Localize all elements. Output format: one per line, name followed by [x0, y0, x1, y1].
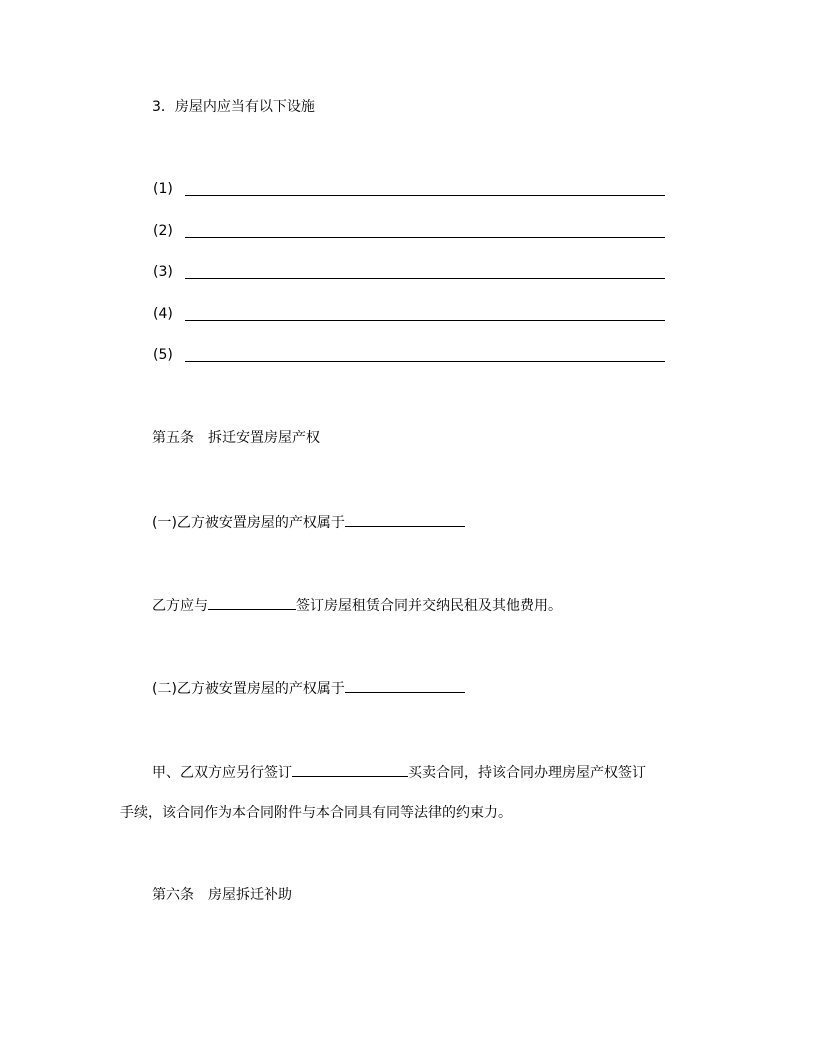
item-number: (2) — [153, 223, 173, 239]
fill-in-line[interactable] — [185, 361, 665, 362]
clause-text: 甲、乙双方应另行签订 — [152, 765, 292, 781]
fill-in-blank[interactable] — [345, 512, 465, 527]
clause-text: 乙方应与 — [152, 598, 208, 614]
article-heading — [152, 428, 320, 448]
article-number: 第六条 — [152, 887, 194, 903]
list-item — [153, 179, 185, 199]
item-number: (4) — [153, 306, 173, 322]
fill-in-line[interactable] — [185, 195, 665, 196]
item-number: (1) — [153, 181, 173, 197]
clause-paragraph — [152, 678, 465, 698]
list-item — [153, 221, 185, 241]
clause-paragraph — [152, 512, 465, 532]
clause-paragraph — [152, 762, 646, 782]
list-item — [153, 304, 185, 324]
clause-text: 买卖合同，持该合同办理房屋产权签订 — [408, 765, 646, 781]
clause-paragraph — [152, 595, 562, 615]
clause-text: 签订房屋租赁合同并交纳民租及其他费用。 — [296, 598, 562, 614]
clause-paragraph-continuation — [120, 803, 512, 823]
fill-in-blank[interactable] — [292, 762, 408, 777]
fill-in-line[interactable] — [185, 237, 665, 238]
clause-text: (二)乙方被安置房屋的产权属于 — [152, 681, 345, 697]
fill-in-line[interactable] — [185, 278, 665, 279]
item-number: (3) — [153, 264, 173, 280]
fill-in-blank[interactable] — [345, 678, 465, 693]
list-item — [153, 345, 185, 365]
list-item — [153, 262, 185, 282]
article-title: 房屋拆迁补助 — [208, 887, 292, 903]
section-heading-text: 3．房屋内应当有以下设施 — [152, 99, 315, 115]
article-title: 拆迁安置房屋产权 — [208, 430, 320, 446]
fill-in-blank[interactable] — [208, 595, 296, 610]
clause-text: 手续，该合同作为本合同附件与本合同具有同等法律的约束力。 — [120, 805, 512, 821]
clause-text: (一)乙方被安置房屋的产权属于 — [152, 515, 345, 531]
article-heading — [152, 885, 292, 905]
item-number: (5) — [153, 347, 173, 363]
article-number: 第五条 — [152, 430, 194, 446]
section-heading — [152, 97, 315, 117]
fill-in-line[interactable] — [185, 320, 665, 321]
